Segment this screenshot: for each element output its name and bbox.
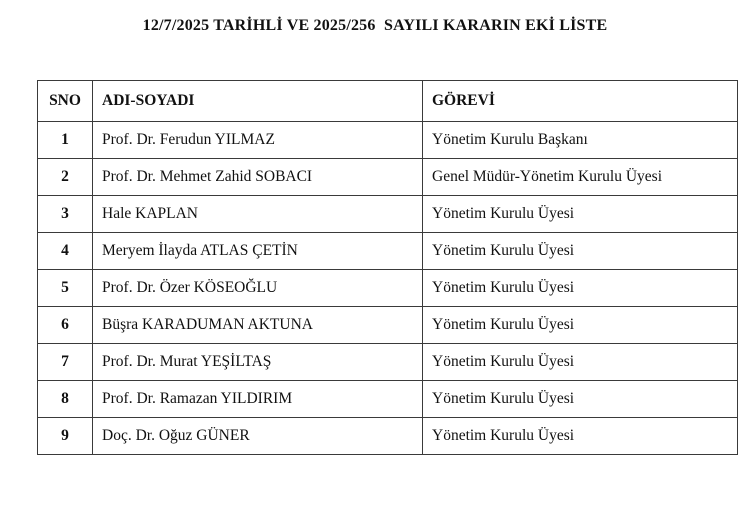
row-duty: Yönetim Kurulu Üyesi	[423, 196, 738, 233]
row-sno: 9	[38, 418, 93, 455]
row-name: Hale KAPLAN	[93, 196, 423, 233]
row-name: Prof. Dr. Ramazan YILDIRIM	[93, 381, 423, 418]
row-duty: Yönetim Kurulu Üyesi	[423, 270, 738, 307]
member-list-table	[37, 80, 738, 455]
row-name: Prof. Dr. Mehmet Zahid SOBACI	[93, 159, 423, 196]
table-row	[38, 159, 738, 196]
row-duty: Yönetim Kurulu Üyesi	[423, 344, 738, 381]
header-name: ADI-SOYADI	[93, 81, 423, 122]
row-name: Doç. Dr. Oğuz GÜNER	[93, 418, 423, 455]
table-row	[38, 233, 738, 270]
row-sno: 3	[38, 196, 93, 233]
row-duty: Yönetim Kurulu Üyesi	[423, 418, 738, 455]
table-row	[38, 307, 738, 344]
table-row	[38, 418, 738, 455]
row-sno: 7	[38, 344, 93, 381]
row-sno: 5	[38, 270, 93, 307]
row-duty: Yönetim Kurulu Üyesi	[423, 233, 738, 270]
table-row	[38, 122, 738, 159]
header-duty: GÖREVİ	[423, 81, 738, 122]
row-sno: 4	[38, 233, 93, 270]
table-row	[38, 344, 738, 381]
row-duty: Yönetim Kurulu Üyesi	[423, 307, 738, 344]
row-duty: Yönetim Kurulu Başkanı	[423, 122, 738, 159]
row-name: Büşra KARADUMAN AKTUNA	[93, 307, 423, 344]
row-sno: 6	[38, 307, 93, 344]
table-header-row	[38, 81, 738, 122]
row-name: Prof. Dr. Murat YEŞİLTAŞ	[93, 344, 423, 381]
row-name: Meryem İlayda ATLAS ÇETİN	[93, 233, 423, 270]
table-row	[38, 196, 738, 233]
row-sno: 1	[38, 122, 93, 159]
document-title: 12/7/2025 TARİHLİ VE 2025/256 SAYILI KARARIN EKİ LİSTE	[142, 17, 608, 34]
header-sno: SNO	[38, 81, 93, 122]
row-name: Prof. Dr. Ferudun YILMAZ	[93, 122, 423, 159]
row-sno: 2	[38, 159, 93, 196]
row-sno: 8	[38, 381, 93, 418]
table-row	[38, 270, 738, 307]
row-duty: Genel Müdür-Yönetim Kurulu Üyesi	[423, 159, 738, 196]
table-row	[38, 381, 738, 418]
row-duty: Yönetim Kurulu Üyesi	[423, 381, 738, 418]
row-name: Prof. Dr. Özer KÖSEOĞLU	[93, 270, 423, 307]
